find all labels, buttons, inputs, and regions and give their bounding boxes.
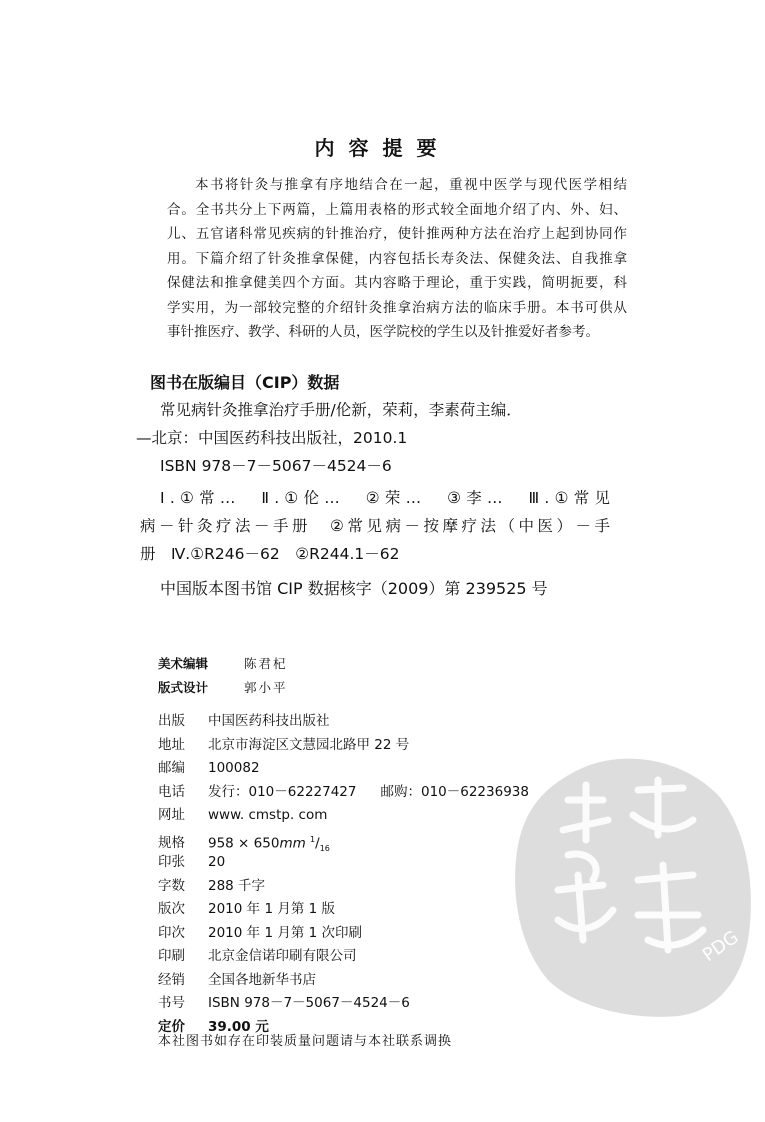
pub-label: 印次 <box>158 924 185 941</box>
pub-value: 100082 <box>208 760 260 776</box>
pub-value: ISBN 978－7－5067－4524－6 <box>208 995 410 1011</box>
cip-catalog-line: 册 Ⅳ.①R246－62 ②R244.1－62 <box>140 545 400 563</box>
format-fraction-denominator: 16 <box>319 843 330 853</box>
format-fraction-numerator: 1 <box>310 834 316 844</box>
pub-label: 规格 <box>158 835 185 851</box>
pub-value: 发行：010－62227427 <box>208 783 357 800</box>
cip-heading: 图书在版编目（CIP）数据 <box>150 373 340 392</box>
pub-row-isbn <box>158 992 529 1016</box>
editor-label: 版式设计 <box>158 680 209 695</box>
summary-line: 学实用，为一部较完整的介绍针灸推拿治病方法的临床手册。本书可供从 <box>167 299 627 316</box>
pub-label: 定价 <box>158 1018 185 1035</box>
summary-line: 保健法和推拿健美四个方面。其内容略于理论，重于实践，简明扼要，科 <box>167 275 627 291</box>
pub-label: 邮编 <box>158 760 185 776</box>
pub-label: 网址 <box>158 807 185 823</box>
pub-row-edition <box>158 898 529 922</box>
cip-catalog-line: 病－针灸疗法－手册 ②常见病－按摩疗法（中医）－手 <box>140 517 610 535</box>
pub-label: 出版 <box>158 713 185 729</box>
quality-notice: 本社图书如存在印装质量问题请与本社联系调换 <box>158 1034 453 1049</box>
pub-label: 书号 <box>158 995 185 1011</box>
pub-label: 印刷 <box>158 948 185 964</box>
pub-value: 北京金信诺印刷有限公司 <box>208 948 357 964</box>
pub-row-sheets <box>158 851 529 875</box>
pub-label: 版次 <box>158 901 185 917</box>
pub-value: 288 千字 <box>208 877 266 894</box>
format-unit: mm <box>279 835 306 851</box>
pub-row-word-count <box>158 875 529 899</box>
cip-title-line: 常见病针灸推拿治疗手册/伦新，荣莉，李素荷主编． <box>160 401 522 419</box>
summary-title: 内容提要 <box>314 136 451 160</box>
pub-label: 电话 <box>158 783 185 800</box>
pub-value: 2010 年 1 月第 1 次印刷 <box>208 924 362 941</box>
pub-value: 39.00 元 <box>208 1018 269 1035</box>
pub-value: 20 <box>208 854 226 870</box>
publication-info <box>158 710 529 1039</box>
cip-verify-line: 中国版本图书馆 CIP 数据核字（2009）第 239525 号 <box>160 579 548 598</box>
editor-value: 郭小平 <box>244 680 288 695</box>
summary-text <box>167 173 627 345</box>
summary-line: 儿、五官诸科常见疾病的针推治疗，使针推两种方法在治疗上起到协同作 <box>167 226 627 242</box>
editor-row-art <box>158 654 288 672</box>
seal-watermark-icon <box>508 740 758 1020</box>
pub-row-phone <box>158 781 529 805</box>
pub-value: 全国各地新华书店 <box>208 971 316 988</box>
pub-value-mail-order: 邮购：010－62236938 <box>380 783 529 800</box>
pub-label: 经销 <box>158 971 185 988</box>
editor-row-layout <box>158 678 288 696</box>
summary-line: 用。下篇介绍了针灸推拿保健，内容包括长寿灸法、保健灸法、自我推拿 <box>167 250 627 267</box>
editor-value: 陈君杞 <box>244 656 288 671</box>
pub-value: 北京市海淀区文慧园北路甲 22 号 <box>208 736 410 753</box>
summary-line: 事针推医疗、教学、科研的人员，医学院校的学生以及针推爱好者参考。 <box>167 324 599 340</box>
pub-row-publisher <box>158 710 529 734</box>
cip-catalog <box>140 484 610 568</box>
pub-row-printing <box>158 922 529 946</box>
seal-watermark-text: PDG <box>698 926 743 967</box>
pub-value: 2010 年 1 月第 1 版 <box>208 901 335 917</box>
pub-label: 地址 <box>158 736 185 753</box>
pub-row-printer <box>158 945 529 969</box>
pub-label: 印张 <box>158 854 185 870</box>
pub-row-website <box>158 804 529 828</box>
cip-catalog-line: Ⅰ.①常… Ⅱ.①伦… ②荣… ③李… Ⅲ.①常见 <box>160 489 610 507</box>
editor-label: 美术编辑 <box>158 656 209 671</box>
pub-value: 中国医药科技出版社 <box>208 713 330 729</box>
pub-label: 字数 <box>158 877 185 894</box>
summary-line: 合。全书共分上下两篇，上篇用表格的形式较全面地介绍了内、外、妇、 <box>167 201 627 218</box>
format-size: 958 × 650 <box>208 835 280 851</box>
cip-publisher-line: —北京：中国医药科技出版社，2010.1 <box>136 429 408 447</box>
cip-isbn-line: ISBN 978－7－5067－4524－6 <box>160 457 392 475</box>
pub-row-distributor <box>158 969 529 993</box>
pub-row-postcode <box>158 757 529 781</box>
pub-row-format: 规格 958 × 650mm $^1/_{16}$ <box>158 828 529 852</box>
summary-line: 本书将针灸与推拿有序地结合在一起，重视中医学与现代医学相结 <box>195 177 627 193</box>
pub-row-address <box>158 734 529 758</box>
pub-value: www. cmstp. com <box>208 807 328 823</box>
